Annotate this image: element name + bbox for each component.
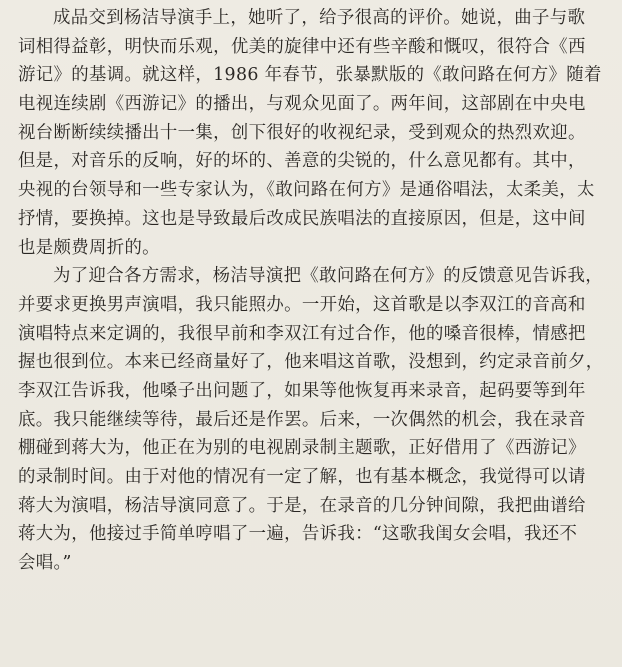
text-line: 底。我只能继续等待，最后还是作罢。后来，一次偶然的机会，我在录音 bbox=[18, 409, 586, 430]
text-line: 央视的台领导和一些专家认为，《敢问路在何方》是通俗唱法，太柔美，太 bbox=[18, 180, 595, 201]
text-line: 蒋大为演唱，杨洁导演同意了。于是，在录音的几分钟间隙，我把曲谱给 bbox=[18, 495, 586, 516]
text-line: 视台断断续续播出十一集，创下很好的收视纪录，受到观众的热烈欢迎。 bbox=[18, 122, 586, 143]
text-line: 为了迎合各方需求，杨洁导演把《敢问路在何方》的反馈意见告诉我， bbox=[53, 266, 603, 287]
text-line: 蒋大为，他接过手简单哼唱了一遍，告诉我：“这歌我闺女会唱，我还不 bbox=[18, 524, 578, 545]
text-line: 电视连续剧《西游记》的播出，与观众见面了。两年间，这部剧在中央电 bbox=[18, 94, 586, 115]
text-line: 并要求更换男声演唱，我只能照办。一开始，这首歌是以李双江的音高和 bbox=[18, 294, 586, 315]
text-line: 也是颇费周折的。 bbox=[18, 237, 160, 258]
paragraph-1 bbox=[18, 4, 608, 262]
text-line: 棚碰到蒋大为，他正在为别的电视剧录制主题歌，正好借用了《西游记》 bbox=[18, 438, 586, 459]
text-line: 会唱。” bbox=[18, 553, 72, 574]
text-line: 抒情，要换掉。这也是导致最后改成民族唱法的直接原因，但是，这中间 bbox=[18, 208, 586, 229]
text-line: 游记》的基调。就这样，1986 年春节，张暴默版的《敢问路在何方》随着 bbox=[18, 65, 602, 86]
text-line: 词相得益彰，明快而乐观，优美的旋律中还有些辛酸和慨叹，很符合《西 bbox=[18, 36, 586, 57]
text-line: 李双江告诉我，他嗓子出问题了，如果等他恢复再来录音，起码要等到年 bbox=[18, 380, 586, 401]
text-line: 演唱特点来定调的，我很早前和李双江有过合作，他的嗓音很棒，情感把 bbox=[18, 323, 586, 344]
text-line: 握也很到位。本来已经商量好了，他来唱这首歌，没想到，约定录音前夕， bbox=[18, 352, 604, 373]
paragraph-2 bbox=[18, 262, 608, 578]
text-line: 的录制时间。由于对他的情况有一定了解，也有基本概念，我觉得可以请 bbox=[18, 467, 586, 487]
text-line: 但是，对音乐的反响，好的坏的、善意的尖锐的，什么意见都有。其中， bbox=[18, 151, 586, 172]
text-line: 成品交到杨洁导演手上，她听了，给予很高的评价。她说，曲子与歌 bbox=[53, 8, 586, 28]
